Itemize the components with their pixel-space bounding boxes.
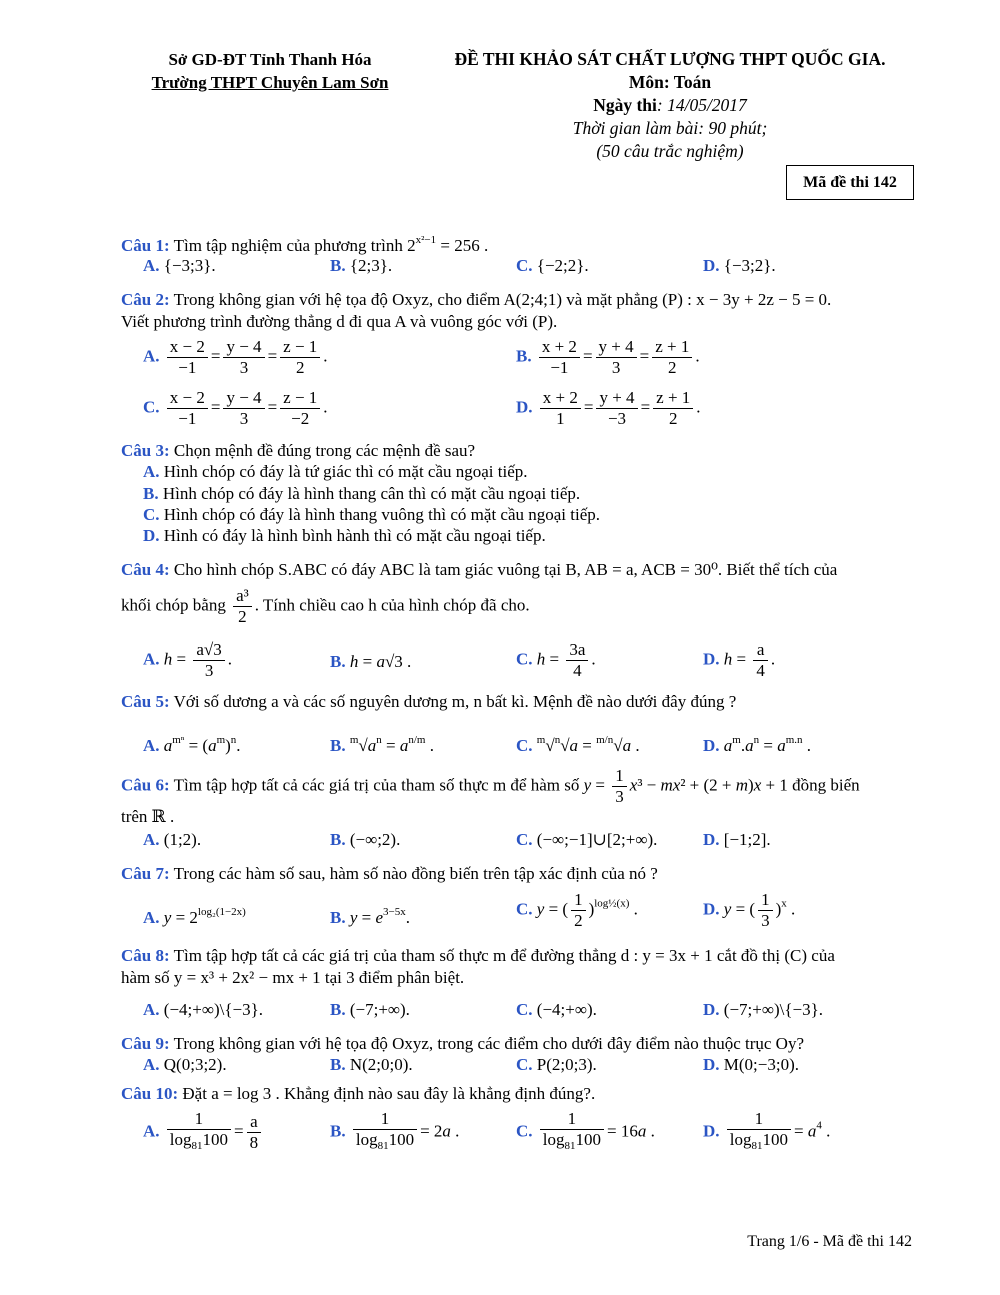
q6-option-c[interactable]: C. (−∞;−1]∪[2;+∞). (516, 830, 658, 849)
exam-duration: Thời gian làm bài: 90 phút; (572, 118, 768, 138)
q2-option-d[interactable]: D. $\frac{x + 2}{1}$ = $\frac{y + 4}{-3}$ = $\frac{z + 1}{2}$ . (516, 388, 701, 428)
question-8: Câu 8: Tìm tập hợp tất cả các giá trị của tham số thực m để đường thẳng d : y = 3x + 1 cắt đồ thị (C) của hàm số y = x³ + 2x² − mx + 1 tại 3 điểm phân biệt. (121, 946, 835, 987)
school-header (120, 48, 420, 94)
q4-option-a[interactable]: A. h = $\frac{a√3}{3}$ . (143, 640, 233, 680)
q1-option-b[interactable]: B. {2;3}. (330, 256, 393, 275)
q3-option-c[interactable]: C. Hình chóp có đáy là hình thang vuông thì có mặt cầu ngoại tiếp. (143, 505, 601, 524)
q8-option-a[interactable]: A. (−4;+∞)\{−3}. (143, 1000, 264, 1019)
q8-option-d[interactable]: D. (−7;+∞)\{−3}. (703, 1000, 824, 1019)
question-4-line2: khối chóp bằng $\frac{\text{a³}}{2}$ . Tính chiều cao h của hình chóp đã cho. (121, 586, 530, 626)
exam-date: Ngày thi: 14/05/2017 (593, 95, 747, 115)
question-6-line2: trên ℝ . (121, 807, 175, 826)
q10-option-a[interactable]: A. $\frac{1}{\log_{81}100}$ = $\frac{a}{8}$ (143, 1109, 264, 1156)
question-1: Câu 1: Tìm tập nghiệm của phương trình $2^{x^2-1} = 256$ . (121, 234, 489, 255)
q10-option-b[interactable]: B. $\frac{1}{\log_{81}100}$ = 2a . (330, 1109, 460, 1152)
question-4: Câu 4: Cho hình chóp S.ABC có đáy ABC là tam giác vuông tại B, AB = a, ACB = 30⁰. Biết thể tích của (121, 560, 838, 579)
q8-option-c[interactable]: C. (−4;+∞). (516, 1000, 597, 1019)
exam-header (430, 48, 910, 163)
q8-option-b[interactable]: B. (−7;+∞). (330, 1000, 410, 1019)
q5-option-c[interactable]: C. $^m$√$^n$√a = $^{m/n}$√a . (516, 734, 640, 755)
exam-title: ĐỀ THI KHẢO SÁT CHẤT LƯỢNG THPT QUỐC GIA. (454, 49, 886, 69)
q5-option-d[interactable]: D. $a^m.a^n = a^{m.n}$ . (703, 734, 811, 755)
q9-option-c[interactable]: C. P(2;0;3). (516, 1055, 597, 1074)
q1-option-c[interactable]: C. {−2;2}. (516, 256, 589, 275)
q10-option-c[interactable]: C. $\frac{1}{\log_{81}100}$ = 16a . (516, 1109, 655, 1152)
question-2: Câu 2: Trong không gian với hệ tọa độ Oxyz, cho điểm A(2;4;1) và mặt phẳng (P) : x − 3y + 2z − 5 = 0. Viết phương trình đường thẳng d đi qua A và vuông góc với (P). (121, 290, 832, 331)
q6-option-a[interactable]: A. (1;2). (143, 830, 202, 849)
q3-option-d[interactable]: D. Hình có đáy là hình bình hành thì có mặt cầu ngoại tiếp. (143, 526, 546, 545)
q7-option-a[interactable]: A. $y = 2^{log_2(1-2x)}$ (143, 906, 246, 927)
question-7: Câu 7: Trong các hàm số sau, hàm số nào đồng biến trên tập xác định của nó ? (121, 864, 658, 883)
q7-option-c[interactable]: C. y = ( $\frac{1}{2}$ )$^{log\frac{1}{2}(x)}$ . (516, 890, 638, 930)
q1-option-a[interactable]: A. {−3;3}. (143, 256, 216, 275)
q1-equation: $2^{x^2-1} = 256$ . (407, 234, 489, 255)
q1-option-d[interactable]: D. {−3;2}. (703, 256, 776, 275)
q7-option-d[interactable]: D. y = ( $\frac{1}{3}$ )$^x$ . (703, 890, 796, 930)
q4-option-d[interactable]: D. h = $\frac{a}{4}$ . (703, 640, 776, 680)
q6-option-d[interactable]: D. [−1;2]. (703, 830, 771, 849)
q9-option-d[interactable]: D. M(0;−3;0). (703, 1055, 800, 1074)
page-footer: Trang 1/6 - Mã đề thi 142 (747, 1233, 912, 1250)
question-10: Câu 10: Đặt a = log 3 . Khẳng định nào sau đây là khẳng định đúng?. (121, 1084, 596, 1103)
question-3: Câu 3: Chọn mệnh đề đúng trong các mệnh đề sau? (121, 441, 476, 460)
q9-option-b[interactable]: B. N(2;0;0). (330, 1055, 413, 1074)
q2-option-b[interactable]: B. $\frac{x + 2}{-1}$ = $\frac{y + 4}{3}$ = $\frac{z + 1}{2}$ . (516, 337, 700, 377)
question-6: Câu 6: Tìm tập hợp tất cả các giá trị của tham số thực m để hàm số y = $\frac{1}{3}$ x³ − mx² + (2 + m)x + 1 đồng biến (121, 766, 860, 806)
q6-option-b[interactable]: B. (−∞;2). (330, 830, 401, 849)
q9-option-a[interactable]: A. Q(0;3;2). (143, 1055, 227, 1074)
question-9: Câu 9: Trong không gian với hệ tọa độ Oxyz, trong các điểm cho dưới đây điểm nào thuộc trục Oy? (121, 1034, 805, 1053)
q4-option-b[interactable]: B. h = a√3 . (330, 652, 412, 671)
q3-option-b[interactable]: B. Hình chóp có đáy là hình thang cân thì có mặt cầu ngoại tiếp. (143, 484, 581, 503)
exam-question-count: (50 câu trắc nghiệm) (596, 141, 744, 161)
department-name: Sở GD-ĐT Tỉnh Thanh Hóa (168, 50, 372, 69)
q10-option-d[interactable]: D. $\frac{1}{\log_{81}100}$ = $a^4$ . (703, 1109, 831, 1152)
school-name: Trường THPT Chuyên Lam Sơn (151, 73, 389, 92)
q7-option-b[interactable]: B. $y = e^{3-5x}$. (330, 906, 410, 927)
q3-option-a[interactable]: A. Hình chóp có đáy là tứ giác thì có mặt cầu ngoại tiếp. (143, 462, 528, 481)
q2-option-a[interactable]: A. $\frac{x - 2}{-1}$ = $\frac{y - 4}{3}$ = $\frac{z - 1}{2}$ . (143, 337, 328, 377)
q5-option-b[interactable]: B. $^m√a^n = a^{n/m}$ . (330, 734, 434, 755)
q2-option-c[interactable]: C. $\frac{x - 2}{-1}$ = $\frac{y - 4}{3}$ = $\frac{z - 1}{-2}$ . (143, 388, 328, 428)
exam-subject: Môn: Toán (628, 72, 712, 92)
q4-option-c[interactable]: C. h = $\frac{3a}{4}$ . (516, 640, 596, 680)
exam-code-box: Mã đề thi 142 (786, 165, 914, 200)
q5-option-a[interactable]: A. $a^{m^n} = (a^m)^n$. (143, 734, 241, 755)
question-5: Câu 5: Với số dương a và các số nguyên dương m, n bất kì. Mệnh đề nào dưới đây đúng ? (121, 692, 737, 711)
